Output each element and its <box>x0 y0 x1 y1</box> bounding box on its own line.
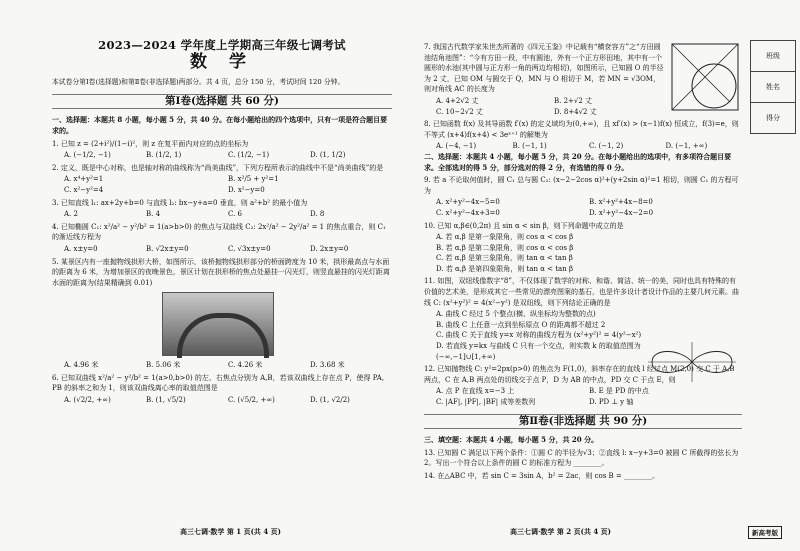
option: A. 4+2√2 丈 <box>436 96 479 105</box>
bridge-photo <box>162 292 274 356</box>
option: C. √3x±y=0 <box>228 244 271 253</box>
question-5: 5. 某景区内有一座抛物线拱形大桥，如图所示，该桥抛物线拱形部分的桥面跨度为 10 米，拱形最高点与水面的距离为 6 米，为增加景区的夜晚景色，景区计划在拱形桥的焦点处悬挂一闪光灯，则竖直悬挂的闪光灯距离水面的距离为(结果精确到 0.01) <box>52 257 390 287</box>
page-2 <box>400 0 800 551</box>
option: C. (1/2, −1) <box>228 151 270 160</box>
score-box <box>750 40 796 134</box>
option: C. 10−2√2 丈 <box>436 107 483 116</box>
option: A. (√2/2, +∞) <box>64 396 111 405</box>
question-14: 14. 在△ABC 中，若 sin C = 3sin A，b² = 2ac，则 cos B = ________。 <box>424 471 659 480</box>
part-2-instructions: 二、选择题：本题共 4 小题，每小题 5 分，共 20 分。在每小题给出的选项中，有多项符合题目要求。全部选对的得 5 分，部分选对的得 2 分，有选错的得 0 分。 <box>424 151 732 172</box>
option: D. (−1, +∞) <box>665 142 708 151</box>
option: A. 2 <box>64 210 78 219</box>
section-2-title: 第Ⅱ卷(非选择题 共 90 分) <box>518 414 648 427</box>
section-1-header <box>52 94 392 110</box>
option: D. 8+4√2 丈 <box>554 107 597 116</box>
option: B. 2+√2 丈 <box>554 96 593 105</box>
question-4-options <box>52 244 392 255</box>
option: C. |AF|, |PF|, |BF| 成等差数列 <box>436 398 536 406</box>
section-1-title: 第Ⅰ卷(选择题 共 60 分) <box>165 94 279 107</box>
option: D. (1, 1/2) <box>310 151 346 160</box>
question-5-options <box>52 360 392 371</box>
question-9-options <box>424 197 742 218</box>
question-1-options <box>52 150 392 161</box>
option: B. 曲线 C 上任意一点到坐标原点 O 的距离都不超过 2 <box>436 320 606 329</box>
question-1: 1. 已知 z = (2+i²)/(1−i)²，则 z 在复平面内对应的点的坐标为 <box>52 139 249 148</box>
question-3-options <box>52 209 392 220</box>
option: A. 4.96 米 <box>64 361 99 370</box>
question-12-options <box>424 386 742 407</box>
option: A. 点 P 在直线 x=−3 上 <box>436 387 515 396</box>
page-2-footer: 高三七调·数学 第 2 页(共 4 页) <box>510 527 611 536</box>
question-10-options <box>424 232 742 274</box>
lemniscate-figure <box>646 340 738 384</box>
exam-note: 本试卷分第Ⅰ卷(选择题)和第Ⅱ卷(非选择题)两部分。共 4 页，总分 150 分，考试时间 120 分钟。 <box>52 78 345 87</box>
option: C. 曲线 C 关于直线 y=x 对称的曲线方程为 (x²+y²)² = 4(y²−x²) <box>436 331 642 340</box>
option: A. (−1/2, −1) <box>64 151 111 160</box>
part-3-instructions: 三、填空题：本题共 4 小题，每小题 5 分，共 20 分。 <box>424 435 599 445</box>
option: D. 3.68 米 <box>310 361 345 370</box>
option: B. 若 α,β 是第二象限角，则 cos α < cos β <box>436 243 574 252</box>
option: B. x²+y²+4x−8=0 <box>589 198 653 207</box>
question-9: 9. 若 a 不论取何值时，圆 C₁ 总与圆 C₂: (x−2−2cos α)²+(y+2sin α)²=1 相切，则圆 C₁ 的方程可为 <box>424 176 739 195</box>
option: D. (1, √2/2) <box>310 396 350 405</box>
question-2: 2. 定义，既是中心对称，也是轴对称的曲线称为“尚美曲线”，下列方程所表示的曲线中不是“尚美曲线”的是 <box>52 163 384 172</box>
line-mn <box>672 44 730 102</box>
question-3: 3. 已知直线 l₁: ax+2y+b=0 与直线 l₂: bx−y+a=0 垂直，则 a²+b² 的最小值为 <box>52 198 308 207</box>
option: D. x²+y²−4x−2=0 <box>589 208 654 217</box>
part-1-instructions: 一、选择题：本题共 8 小题，每小题 5 分，共 40 分。在每小题给出的四个选项中，只有一项是符合题目要求的。 <box>52 115 388 135</box>
option: D. 8 <box>310 210 325 219</box>
option: B. 4 <box>146 210 161 219</box>
option: B. (−1, 1) <box>512 142 547 151</box>
option: C. 若 α,β 是第三象限角，则 tan α < tan β <box>436 254 573 263</box>
option: A. 若 α,β 是第一象限角，则 cos α < cos β <box>436 233 574 242</box>
option: C. (√5/2, +∞) <box>228 396 275 405</box>
option: B. E 是 PD 的中点 <box>589 387 649 396</box>
question-11: 11. 如图，双纽线像数字“8”，不仅体现了数学的对称、和谐、简洁、统一的美，同时也具有特殊的有价值的艺术美，是形成其它一些常见的漂亮图案的基石，也是许多设计者设计作品的主要几何元素。曲线 C: (x²+y²)² = 4(x²−y²) 是双纽线，则下列结论正确的是 <box>424 277 739 307</box>
option: A. 曲线 C 经过 5 个整点(横、纵坐标均为整数的点) <box>436 310 596 319</box>
option: A. (−4, −1) <box>436 142 477 151</box>
option: B. (1/2, 1) <box>146 151 182 160</box>
option: A. x±y=0 <box>64 244 98 253</box>
question-6-options <box>52 395 392 406</box>
option: C. x²+y²−4x+3=0 <box>436 208 500 217</box>
section-2-header <box>424 414 742 430</box>
class-field[interactable]: 班级 <box>751 41 795 72</box>
option: D. x²−y=0 <box>228 185 265 194</box>
option: B. (1, √5/2) <box>146 396 186 405</box>
question-6: 6. 已知双曲线 x²/a² − y²/b² = 1(a>0,b>0) 的左、右焦点分别为 A,B，若该双曲线上存在点 P，使得 PA, PB 的斜率之和为 1，则该双曲线离心率的取值范围是 <box>52 373 385 393</box>
exam-title: 2023—2024 学年度上学期高三年级七调考试 <box>98 38 346 52</box>
page-1-column <box>52 40 392 406</box>
question-4: 4. 已知椭圆 C₁: x²/a² − y²/b² = 1(a>b>0) 的焦点与双曲线 C₂: 2x²/a² − 2y²/a² = 1 的焦点重合，则 C₁ 的渐近线方程为 <box>52 222 386 242</box>
option: D. 2x±y=0 <box>310 244 349 253</box>
option: D. 若直线 y=kx 与曲线 C 只有一个交点，则实数 k 的取值范围为 (−∞,−1]∪[1,+∞) <box>436 342 641 361</box>
option: C. (−1, 2) <box>589 142 624 151</box>
arch-bridge-icon <box>177 313 269 358</box>
edition-badge: 新高考版 <box>748 526 782 539</box>
question-8: 8. 已知函数 f(x) 及其导函数 f′(x) 的定义域均为(0,+∞)，且 xf′(x) > (x−1)f(x) 恒成立，f(3)=e，则不等式 (x+4)f(x+4) < 3eˣ⁺¹ 的解集为 <box>424 120 739 139</box>
option: C. x²−y²=4 <box>64 185 104 194</box>
page-1-footer: 高三七调·数学 第 1 页(共 4 页) <box>180 527 281 536</box>
question-13: 13. 已知圆 C 满足以下两个条件：①圆 C 的半径为√3；②直线 l: x−y+3=0 被圆 C 所截得的弦长为 2。写出一个符合以上条件的圆 C 的标准方程为 ________。 <box>424 448 739 468</box>
option: B. √2x±y=0 <box>146 244 189 253</box>
option: A. x⁴+y²=1 <box>64 175 104 184</box>
question-2-options <box>52 174 392 195</box>
square-circle-figure <box>668 40 744 116</box>
question-12: 12. 已知抛物线 C: y²=2px(p>0) 的焦点为 F(1,0)，斜率存在的直线 l 经过点 M(2,0) 交 C 于 A,B 两点，C 在 A,B 两点处的切线交于点 P，D 为 AB 的中点，PD 交 C 于点 E，则 <box>424 365 735 384</box>
option: D. 若 α,β 是第四象限角，则 tan α < tan β <box>436 264 574 273</box>
name-field[interactable]: 姓名 <box>751 72 795 103</box>
option: C. 4.26 米 <box>228 361 263 370</box>
option: B. x²/5 + y²=1 <box>228 175 279 184</box>
question-8-options <box>424 141 742 152</box>
question-10: 10. 已知 α,β∈(0,2π) 且 sin α < sin β，则下列命题中成立的是 <box>424 221 624 230</box>
question-7: 7. 我国古代数学家朱世杰所著的《四元玉鉴》中记载有“横奁容方”之“方田圆池结角池图”：“今有方田一段，中有圆池，外有一个正方形田地，其中有一个圆形的水池(其中圆与正方形一角的两边均相切)，如图所示，已知圆 O 的半径为 2 丈，已知 OM 与圆交于 Q，MN 与 O 相切于 M，若 MN = √3OM，则对角线 AC 的长度为 <box>424 43 664 94</box>
option: D. PD ⊥ y 轴 <box>589 398 634 406</box>
option: A. x²+y²−4x−5=0 <box>436 198 500 207</box>
option: B. 5.06 米 <box>146 361 181 370</box>
score-field[interactable]: 得分 <box>766 114 780 122</box>
subject-title: 数 学 <box>190 51 254 72</box>
option: C. 6 <box>228 210 243 219</box>
